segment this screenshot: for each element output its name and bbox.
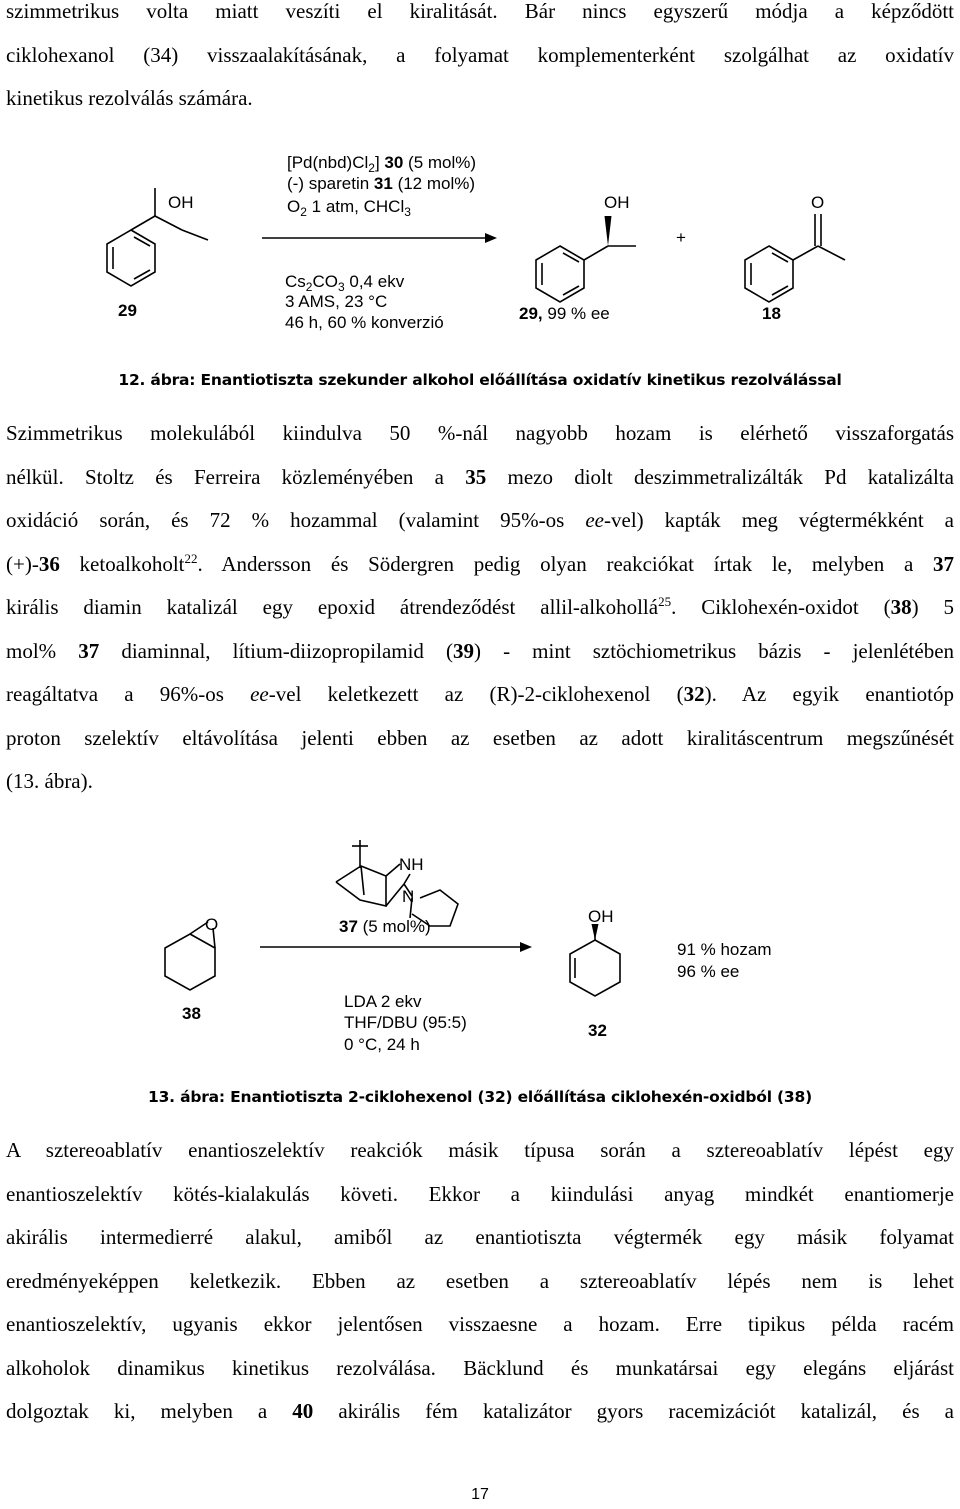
para2-line-6: mol% 37 diaminnal, lítium-diizopropilamid (39) - mint sztöchiometrikus bázis - jelenlétében <box>6 638 955 663</box>
product-oh-label: OH <box>604 193 630 212</box>
label-compound-18: 18 <box>762 304 781 323</box>
condition-oxygen: $O_2$ 1 atm, CHCl$_3$ <box>287 197 411 219</box>
arrow-head-13 <box>520 942 532 952</box>
condition-lda: LDA 2 ekv <box>344 992 422 1011</box>
intro-line-3: kinetikus rezolválás számára. <box>6 86 253 110</box>
scheme-13 <box>0 830 960 1080</box>
condition-base: $Cs_2CO_3$ 0,4 ekv <box>285 272 405 294</box>
figure-13-caption: 13. ábra: Enantiotiszta 2-ciklohexenol (32) előállítása ciklohexén-oxidból (38) <box>148 1088 812 1106</box>
product-benzene-ring <box>536 246 584 302</box>
para3-line-3: akirális intermedierré alakul, amiből az enantiotiszta végtermék egy másik folyamat <box>6 1225 954 1249</box>
plus-sign: + <box>676 228 686 247</box>
body-paragraph-3 <box>6 1129 954 1434</box>
para2-line-1: Szimmetrikus molekulából kiindulva 50 %-nál nagyobb hozam is elérhető visszaforgatás <box>6 421 954 445</box>
para2-line-3: oxidáció során, és 72 % hozammal (valamint 95%-os ee-vel) kapták meg végtermékként a <box>6 508 954 532</box>
page-number: 17 <box>471 1486 489 1503</box>
para3-line-4: eredményeképpen keletkezik. Ebben az esetben a sztereoablatív lépés nem is lehet <box>6 1268 954 1293</box>
para3-line-6: alkoholok dinamikus kinetikus rezolválása. Bäcklund és munkatársai egy elegáns eljárást <box>6 1355 954 1380</box>
label-compound-32: 32 <box>588 1021 607 1040</box>
para2-line-4: (+)-36 ketoalkoholt$^{22}$. Andersson és Södergren pedig olyan reakciókat írtak le, melyben a 37 <box>6 550 954 576</box>
intro-line-2: ciklohexanol (34) visszaalakításának, a folyamat komplementerként szolgálhat az oxidatív <box>6 42 954 67</box>
intro-paragraph <box>6 0 954 121</box>
para3-line-2: enantioszelektív kötés-kialakulás követi. Ekkor a kiindulási anyag mindkét enantiomerje <box>6 1181 954 1206</box>
ketone-benzene-ring <box>745 246 793 302</box>
label-compound-38: 38 <box>182 1004 201 1023</box>
epoxide-o-label: O <box>205 915 219 934</box>
arrow-head <box>485 233 497 243</box>
para2-line-7: reagáltatva a 96%-os ee-vel keletkezett az (R)-2-ciklohexenol (32). Az egyik enantiotóp <box>6 682 954 706</box>
condition-sieves: 3 AMS, 23 °C <box>285 292 388 311</box>
para3-line-7: dolgoztak ki, melyben a 40 akirális fém katalizátor gyors racemizációt katalizál, és a <box>6 1399 954 1423</box>
catalyst-label: 37 (5 mol%) <box>339 917 431 936</box>
condition-ligand: (-) sparetin 31 (12 mol%) <box>287 174 476 193</box>
para2-line-8: proton szelektív eltávolítása jelenti ebben az esetben az adott kiralitáscentrum megszűnését <box>6 725 954 750</box>
n-label: N <box>402 887 415 906</box>
label-compound-29: 29 <box>118 301 137 320</box>
cyclohexenol-ring <box>570 940 620 996</box>
sm-benzene-ring <box>107 230 155 286</box>
para2-line-2: nélkül. Stoltz és Ferreira közleményében a 35 mezo diolt deszimmetralizálták Pd katalizálta <box>6 464 954 489</box>
figure-12-caption: 12. ábra: Enantiotiszta szekunder alkohol előállítása oxidatív kinetikus rezolválással <box>118 371 842 389</box>
para3-line-1: A sztereoablatív enantioszelektív reakciók másik típusa során a sztereoablatív lépést egy <box>6 1138 954 1162</box>
para3-line-5: enantioszelektív, ugyanis ekkor jelentősen visszaesne a hozam. Erre tipikus példa racém <box>6 1312 954 1336</box>
body-paragraph-2 <box>6 412 954 804</box>
intro-line-1: szimmetrikus volta miatt veszíti el kiralitását. Bár nincs egyszerű módja a képződött <box>6 0 954 23</box>
condition-catalyst: $[Pd(nbd)Cl_2]$ 30 (5 mol%) <box>287 153 477 175</box>
nh-label: NH <box>399 855 424 874</box>
product-oh-label-13: OH <box>588 907 614 926</box>
condition-temp-time: 0 °C, 24 h <box>344 1035 420 1054</box>
para2-line-5: királis diamin katalizál egy epoxid átrendeződést allil-alkohollá$^{25}$. Ciklohexén-oxidot (38) 5 <box>6 594 954 619</box>
result-yield: 91 % hozam <box>677 940 772 959</box>
epoxide-ring <box>165 934 215 990</box>
sm-oh-label: OH <box>168 193 194 212</box>
result-ee: 96 % ee <box>677 962 740 981</box>
wedge-bond <box>605 216 612 246</box>
condition-solvent: THF/DBU (95:5) <box>344 1013 467 1032</box>
scheme-12 <box>0 130 960 350</box>
para2-line-9: (13. ábra). <box>6 769 93 793</box>
label-product-29: 29, 99 % ee <box>519 304 610 323</box>
condition-time: 46 h, 60 % konverzió <box>285 313 444 332</box>
wedge-bond-13 <box>592 924 599 940</box>
ketone-o-label: O <box>811 193 825 212</box>
